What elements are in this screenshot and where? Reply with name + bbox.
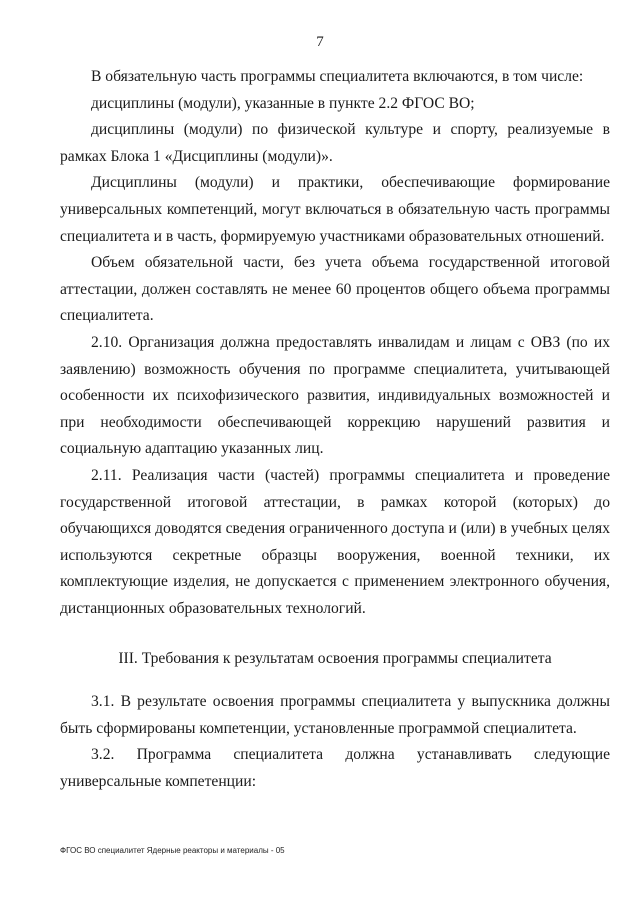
paragraph-physical-culture: дисциплины (модули) по физической культуре и спорту, реализуемые в рамках Блока 1 «Дисциплины (модули)». bbox=[60, 121, 610, 165]
paragraph-2-10: 2.10. Организация должна предоставлять инвалидам и лицам с ОВЗ (по их заявлению) возможность обучения по программе специалитета, учитывающей особенности их психофизического развития, индивидуальных возможностей и при необходимости обеспечивающей коррекцию нарушений развития и социальную адаптацию указанных лиц. bbox=[60, 333, 610, 458]
paragraph-mandatory-volume: Объем обязательной части, без учета объема государственной итоговой аттестации, должен составлять не менее 60 процентов общего объема программы специалитета. bbox=[60, 254, 610, 325]
paragraph-3-1: 3.1. В результате освоения программы специалитета у выпускника должны быть сформированы компетенции, установленные программой специалитета. bbox=[60, 693, 610, 737]
paragraph-mandatory-part-intro: В обязательную часть программы специалитета включаются, в том числе: bbox=[91, 68, 584, 85]
paragraph-universal-competencies: Дисциплины (модули) и практики, обеспечивающие формирование универсальных компетенций, могут включаться в обязательную часть программы специалитета и в часть, формируемую участниками образовательных отношений. bbox=[60, 174, 610, 245]
section-heading: III. Требования к результатам освоения программы специалитета bbox=[118, 650, 552, 668]
paragraph-2-11: 2.11. Реализация части (частей) программы специалитета и проведение государственной итоговой аттестации, в рамках которой (которых) до обучающихся доводятся сведения ограниченного доступа и (или) в учебных целях используются секретные образцы вооружения, военной техники, их комплектующие изделия, не допускается с применением электронного обучения, дистанционных образовательных технологий. bbox=[60, 466, 610, 617]
document-body bbox=[60, 64, 610, 795]
page-footer: ФГОС ВО специалитет Ядерные реакторы и материалы - 05 bbox=[60, 846, 285, 855]
paragraph-disciplines-2-2: дисциплины (модули), указанные в пункте 2.2 ФГОС ВО; bbox=[91, 94, 475, 112]
page-number: 7 bbox=[316, 34, 324, 50]
paragraph-3-2: 3.2. Программа специалитета должна устанавливать следующие универсальные компетенции: bbox=[60, 746, 610, 790]
